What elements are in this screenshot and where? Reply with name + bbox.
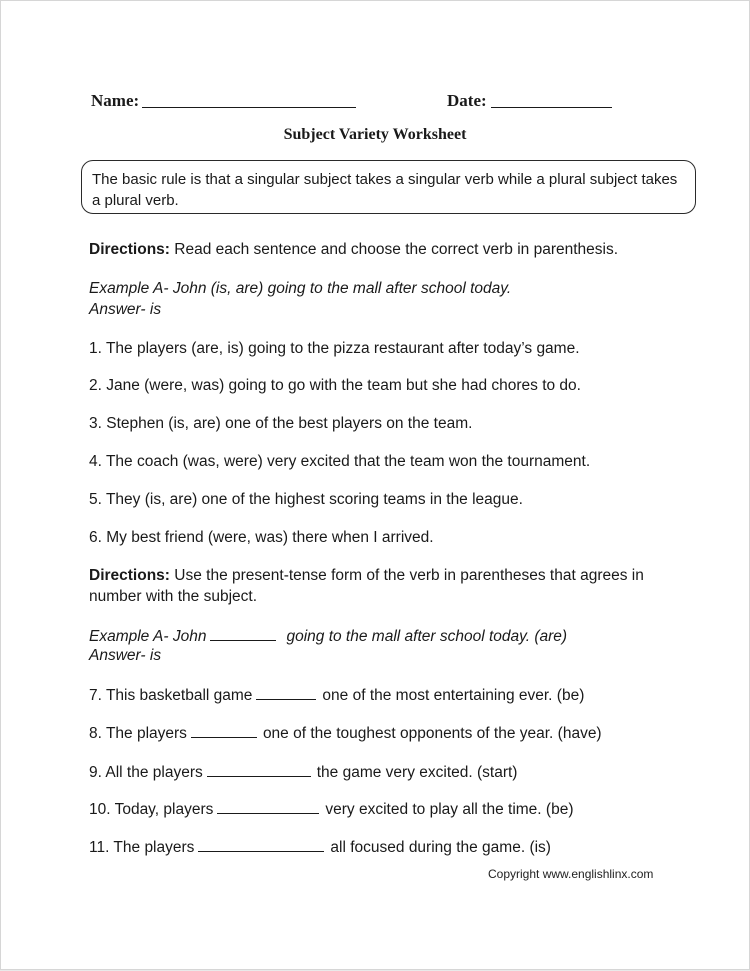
question-2: 2. Jane (were, was) going to go with the team but she had chores to do.: [89, 377, 581, 394]
name-blank-line: [142, 107, 356, 108]
question-7-pre: 7. This basketball game: [89, 687, 253, 704]
copyright-footer: Copyright www.englishlinx.com: [488, 867, 654, 881]
directions-2-label: Directions:: [89, 567, 170, 584]
example-1: Example A- John (is, are) going to the mall after school today.: [89, 280, 512, 297]
question-11: [89, 837, 551, 857]
worksheet-page: [1, 1, 749, 969]
question-8-blank[interactable]: [191, 723, 257, 738]
question-7-blank[interactable]: [256, 685, 316, 700]
answer-1: Answer- is: [89, 301, 162, 318]
question-8-post: one of the toughest opponents of the year. (have): [262, 725, 602, 742]
question-4: 4. The coach (was, were) very excited that the team won the tournament.: [89, 453, 591, 470]
directions-1: [89, 241, 618, 259]
directions-1-label: Directions:: [89, 241, 170, 258]
directions-1-text: Read each sentence and choose the correct verb in parenthesis.: [169, 241, 619, 258]
directions-2-text-1: Use the present-tense form of the verb in parentheses that agrees in: [169, 567, 644, 584]
question-7-post: one of the most entertaining ever. (be): [322, 687, 585, 704]
directions-2-text-2: number with the subject.: [89, 588, 258, 605]
question-9: [89, 762, 517, 782]
name-label: Name:: [91, 91, 140, 110]
date-blank-line: [491, 107, 612, 108]
question-1: 1. The players (are, is) going to the pizza restaurant after today’s game.: [89, 340, 580, 357]
question-7: [89, 685, 584, 705]
question-10-blank[interactable]: [217, 799, 319, 814]
example-2: [89, 626, 567, 646]
answer-2: Answer- is: [89, 647, 162, 664]
question-10-pre: 10. Today, players: [89, 801, 214, 818]
question-11-pre: 11. The players: [89, 839, 195, 856]
question-5: 5. They (is, are) one of the highest scoring teams in the league.: [89, 491, 523, 508]
question-9-pre: 9. All the players: [89, 764, 203, 781]
question-11-post: all focused during the game. (is): [330, 839, 551, 856]
question-10-post: very excited to play all the time. (be): [325, 801, 574, 818]
example-2-pre: Example A- John: [89, 628, 207, 645]
question-9-post: the game very excited. (start): [316, 764, 518, 781]
example-2-post: going to the mall after school today. (are): [286, 628, 568, 645]
question-8-pre: 8. The players: [89, 725, 187, 742]
rule-box: The basic rule is that a singular subject takes a singular verb while a plural subject takes a plural verb.: [81, 160, 696, 214]
question-8: [89, 723, 602, 743]
question-9-blank[interactable]: [207, 762, 311, 777]
example-2-blank: [210, 626, 276, 641]
question-6: 6. My best friend (were, was) there when I arrived.: [89, 529, 434, 546]
question-10: [89, 799, 573, 819]
directions-2: [89, 567, 644, 585]
worksheet-title: Subject Variety Worksheet: [283, 126, 467, 143]
question-11-blank[interactable]: [198, 837, 324, 852]
question-3: 3. Stephen (is, are) one of the best players on the team.: [89, 415, 473, 432]
date-label: Date:: [447, 91, 487, 110]
